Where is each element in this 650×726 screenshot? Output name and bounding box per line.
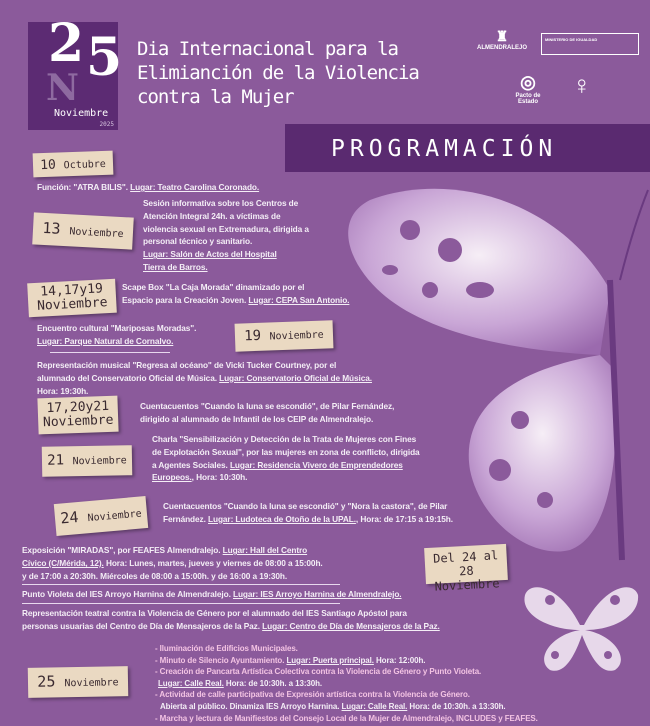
date-tag xyxy=(37,396,118,435)
text: personas usuarias del Centro de Día de Mensajeros de la Paz. xyxy=(22,620,263,631)
text: Noviembre xyxy=(269,329,324,343)
text: Noviembre xyxy=(36,295,108,314)
venue-link[interactable]: Europeos. xyxy=(152,472,192,483)
divider xyxy=(22,603,340,604)
text: - Minuto de Silencio Ayuntamiento. xyxy=(155,655,287,665)
pacto-estado-logo: ◎ Pacto de Estado xyxy=(515,72,541,105)
venue-link[interactable]: Lugar: Parque Natural de Cornalvo. xyxy=(37,335,174,346)
text: alumnado del Conservatorio Oficial de Música. xyxy=(37,372,220,383)
event-25-noviembre xyxy=(155,643,538,724)
logo-month: Noviembre xyxy=(54,108,109,119)
text: Hora: de 10:30h. a 13:30h. xyxy=(409,701,506,711)
text: 10 xyxy=(39,157,57,174)
25n-logo xyxy=(28,13,123,130)
text: 24 xyxy=(59,508,80,528)
text: - Actividad de calle participativa de Expresión artística contra la Violencia de Género. xyxy=(155,690,470,700)
event-24-noviembre xyxy=(163,500,453,526)
text: Noviembre xyxy=(64,677,119,690)
text: Hora: 19:30h. xyxy=(37,385,89,396)
logo-day-5: 5 xyxy=(86,27,123,88)
title-line: Dia Internacional para la xyxy=(137,38,398,60)
logo-year: 2025 xyxy=(99,121,114,128)
text: Exposición "MIRADAS", por FEAFES Almendralejo. xyxy=(22,545,223,555)
venue-link[interactable]: Lugar: Conservatorio Oficial de Música. xyxy=(219,372,372,383)
venus-symbol-icon: ♀ xyxy=(572,70,592,100)
text: Noviembre xyxy=(72,455,127,468)
logo-text: ALMENDRALEJO xyxy=(476,45,527,51)
venue-link[interactable]: Lugar: Calle Real. xyxy=(158,678,224,688)
text: 19 xyxy=(243,327,262,345)
text: Representación teatral contra la Violencia de Género por el alumnado del IES Santiago Apóstol para xyxy=(22,608,407,618)
logo-text: Pacto de Estado xyxy=(515,93,541,105)
event-punto-violeta xyxy=(22,588,402,601)
venue-link[interactable]: Lugar: Calle Real. xyxy=(341,701,408,711)
venue-link[interactable]: Cívico (C/Mérida, 12). xyxy=(22,557,104,568)
date-tag xyxy=(54,496,148,536)
text: 14,17y19 xyxy=(39,281,104,300)
ministerio-logo xyxy=(541,33,639,55)
title-line: contra la Mujer xyxy=(137,86,294,108)
text: Octubre xyxy=(63,158,107,172)
text: Fernández. xyxy=(163,513,209,524)
venue-link[interactable]: Lugar: Puerta principal. xyxy=(286,655,374,665)
page-title xyxy=(137,37,419,109)
text: Espacio para la Creación Joven. xyxy=(122,294,249,305)
text: Scape Box "La Caja Morada" dinamizado por el xyxy=(122,282,305,292)
text: - Creación de Pancarta Artística Colectiva contra la Violencia de Género y Punto Violeta. xyxy=(155,667,482,677)
text: Cuentacuentos "Cuando la luna se escondió" y "Nora la castora", de Pilar xyxy=(163,501,448,511)
venue-link[interactable]: Tierra de Barros. xyxy=(143,261,208,272)
text: - Marcha y lectura de Manifiestos del Consejo Local de la Mujer de Almendralejo, INCLUDES y FEAFES. xyxy=(155,713,538,723)
section-title: PROGRAMACIÓN xyxy=(285,124,650,172)
small-butterfly-illustration xyxy=(520,575,645,680)
text: Abierta al público. Dinamiza IES Arroyo Harnina. xyxy=(160,701,342,711)
date-tag xyxy=(424,544,508,594)
date-tag xyxy=(32,212,134,249)
text: Encuentro cultural "Mariposas Moradas". xyxy=(37,323,197,333)
text: a Agentes Sociales. xyxy=(152,459,230,470)
event-14-17-19-noviembre xyxy=(122,281,349,307)
date-tag xyxy=(27,279,117,318)
venue-link[interactable]: Lugar: Residencia Vivero de Emprendedores xyxy=(229,459,403,470)
event-representacion-teatral xyxy=(22,607,440,633)
event-13-noviembre xyxy=(143,197,309,274)
date-tag xyxy=(28,666,129,698)
event-21-noviembre xyxy=(152,433,420,484)
text: Charla "Sensibilización y Detección de la Trata de Mujeres con Fines xyxy=(152,434,417,444)
text: Representación musical "Regresa al océano" de Vicki Tucker Courtney, por el xyxy=(37,360,337,370)
text: Noviembre xyxy=(87,508,143,525)
text: Atención Integral 24h. a víctimas de xyxy=(143,210,281,221)
logo-letter: N xyxy=(46,67,79,109)
text: violencia sexual en Extremadura, dirigida a xyxy=(143,223,309,234)
logo-day: 2 xyxy=(48,13,85,74)
venue-link[interactable]: Lugar: IES Arroyo Harnina de Almendralejo. xyxy=(232,589,402,599)
text: 21 xyxy=(47,452,65,469)
text: - Iluminación de Edificios Municipales. xyxy=(155,644,298,653)
text: Punto Violeta del IES Arroyo Harnina de Almendralejo. xyxy=(22,589,233,599)
text: dirigido al alumnado de Infantil de los CEIP de Almendralejo. xyxy=(140,413,374,424)
text: Noviembre xyxy=(69,226,124,241)
venue-link[interactable]: Lugar: Teatro Carolina Coronado. xyxy=(130,182,260,192)
text: Función: "ATRA BILIS". xyxy=(37,182,131,192)
venue-link[interactable]: Lugar: CEPA San Antonio. xyxy=(248,294,350,305)
divider xyxy=(22,584,340,585)
title-line: Elimianción de la Violencia xyxy=(137,62,419,84)
text: Hora: Lunes, martes, jueves y viernes de 08:00 a 15:00h. xyxy=(105,557,323,568)
venue-link[interactable]: Lugar: Ludoteca de Otoño de la UPAL. xyxy=(208,513,356,524)
date-tag xyxy=(42,445,133,477)
event-10-octubre xyxy=(37,181,259,194)
date-tag xyxy=(33,151,114,178)
text: 25 xyxy=(37,672,56,691)
text: Hora: de 10:30h. a 13:30h. xyxy=(225,678,323,688)
text: , Hora: de 17:15 a 19:15h. xyxy=(355,513,453,524)
text: 13 xyxy=(41,218,61,238)
event-17-20-21-noviembre xyxy=(140,400,394,426)
venue-link[interactable]: Lugar: Salón de Actos del Hospital xyxy=(143,249,277,260)
text: y de 17:00 a 20:30h. Miércoles de 08:00 a 15:00h. y de 16:00 a 19:30h. xyxy=(22,570,288,581)
venue-link[interactable]: Lugar: Hall del Centro xyxy=(222,545,308,555)
event-exposicion-miradas xyxy=(22,544,323,582)
divider xyxy=(50,352,170,353)
text: 17,20y21 xyxy=(46,398,110,417)
almendralejo-logo: ♜ ALMENDRALEJO xyxy=(476,28,527,51)
venue-link[interactable]: Lugar: Centro de Día de Mensajeros de la Paz. xyxy=(262,620,440,631)
logo-text: MINISTERIO DE IGUALDAD xyxy=(545,37,598,42)
text: Hora: 12:00h. xyxy=(376,655,426,665)
text: Cuentacuentos "Cuando la luna se escondió", de Pilar Fernández, xyxy=(140,401,395,411)
date-tag xyxy=(235,320,334,351)
event-concierto xyxy=(37,359,372,397)
text: de Explotación Sexual", por las mujeres en zona de conflicto, dirigida xyxy=(152,446,420,457)
text: Del 24 al 28 xyxy=(432,548,499,579)
event-19-noviembre xyxy=(37,322,196,348)
text: Noviembre xyxy=(434,576,500,594)
text: Noviembre xyxy=(42,412,114,431)
text: , Hora: 10:30h. xyxy=(191,472,248,483)
text: personal técnico y sanitario. xyxy=(143,236,253,247)
text: Sesión informativa sobre los Centros de xyxy=(143,198,299,208)
